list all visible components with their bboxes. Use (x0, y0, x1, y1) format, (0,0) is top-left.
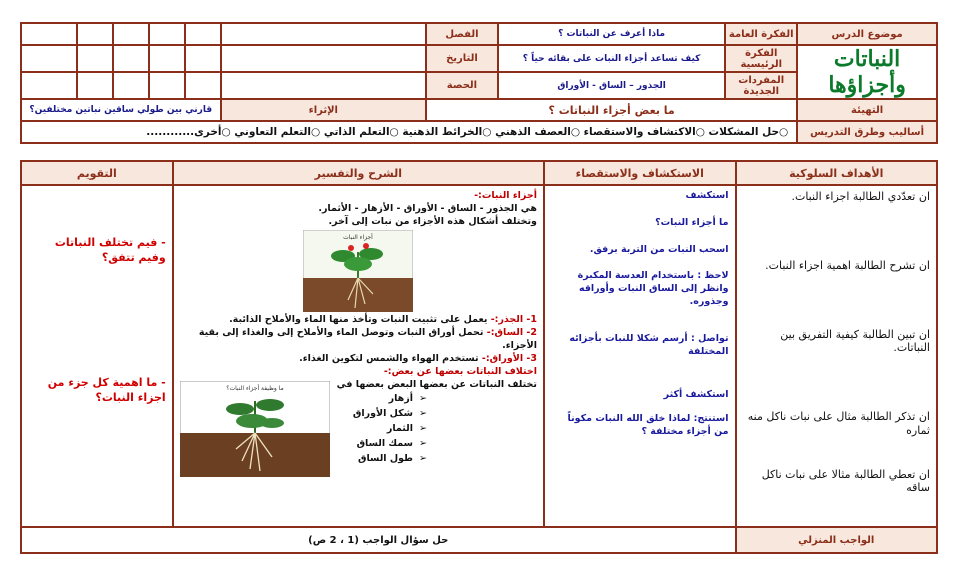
main-idea-value: كيف تساعد أجزاء النبات على بقائه حياً ؟ (498, 45, 725, 72)
list-item: ➢طول الساق (357, 452, 427, 464)
arrow-icon: ➢ (418, 393, 427, 405)
empty-cell (221, 72, 426, 99)
goal-item: ان تعدّدي الطالبة اجزاء النبات. (791, 190, 930, 203)
stem-paragraph: 2- الساق:- تحمل أوراق النبات وتوصل الماء والأملاح إلى والغذاء إلى بقية الأجزاء. (198, 327, 537, 352)
explain-cell (173, 185, 544, 527)
methods-label: أساليب وطرق التدريس (797, 121, 937, 143)
warmup-label: التهيئة (797, 99, 937, 121)
empty-cell (185, 23, 221, 45)
inquiry-item: استنتج: لماذا خلق الله النبات مكوناً من أجزاء مختلفة ؟ (567, 413, 729, 438)
empty-cell (77, 72, 113, 99)
arrow-icon: ➢ (418, 437, 427, 449)
differences-line: تختلف النباتات عن بعضها البعض بعضها في (336, 378, 537, 390)
goals-cell (736, 185, 937, 527)
goals-header: الأهداف السلوكية (736, 161, 937, 185)
evaluation-cell (21, 185, 173, 527)
arrow-icon: ➢ (418, 422, 427, 434)
list-item: ➢الثمار (386, 422, 427, 434)
empty-cell (185, 72, 221, 99)
empty-cell (77, 23, 113, 45)
arrow-icon: ➢ (418, 452, 427, 464)
explain-line: هي الجذور - الساق - الأوراق - الأزهار - الأثمار. (318, 202, 537, 214)
goal-item: ان تشرح الطالبة اهمية اجزاء النبات. (765, 258, 930, 272)
inquiry-item: اسحب النبات من التربة برفق. (589, 243, 729, 255)
homework-value: حل سؤال الواجب (1 ، 2 ص) (21, 527, 736, 553)
inquiry-item: ما أجزاء النبات؟ (655, 216, 729, 228)
plant-roots-image (180, 381, 330, 477)
enrichment-value: قارني بين طولي ساقين نباتين مختلفين؟ (21, 99, 221, 121)
date-label: التاريخ (426, 45, 498, 72)
empty-cell (221, 45, 426, 72)
empty-cell (185, 45, 221, 72)
plant-parts-image (303, 230, 413, 312)
period-label: الحصة (426, 72, 498, 99)
homework-label: الواجب المنزلي (736, 527, 937, 553)
lesson-title: النباتات وأجزاؤها (797, 45, 937, 99)
goal-item: ان تعطي الطالبة مثالا على نبات ناكل ساقه (761, 467, 930, 495)
evaluation-question: - فيم تختلف النباتات وفيم تتفق؟ (54, 236, 166, 264)
empty-cell (21, 72, 77, 99)
root-paragraph: 1- الجذر:- يعمل على تثبيت النبات وتأخذ منها الماء والأملاح الذائبة. (229, 314, 537, 326)
lesson-topic-label: موضوع الدرس (797, 23, 937, 45)
plant-image-caption: أجزاء النبات (343, 234, 374, 242)
empty-cell (149, 23, 185, 45)
inquiry-item: لاحظ : باستخدام العدسة المكبرة وانظر إلى الساق النبات وأوراقه وجذوره. (577, 270, 729, 308)
empty-cell (113, 72, 149, 99)
inquiry-item: استكشف (685, 190, 729, 201)
new-vocab-value: الجذور – الساق - الأوراق (498, 72, 725, 99)
differences-heading: اختلاف النباتات بعضها عن بعض:- (383, 365, 537, 377)
list-item: ➢سمك الساق (356, 437, 427, 449)
goal-item: ان تبين الطالبة كيفية التفريق بين النباتات. (780, 327, 930, 355)
inquiry-item: استكشف أكثر (663, 388, 729, 400)
empty-cell (113, 45, 149, 72)
lesson-body-table (20, 160, 938, 554)
empty-cell (21, 45, 77, 72)
class-label: الفصل (426, 23, 498, 45)
general-idea-value: ماذا أعرف عن النباتات ؟ (498, 23, 725, 45)
warmup-value: ما بعض أجزاء النباتات ؟ (426, 99, 797, 121)
empty-cell (149, 45, 185, 72)
lesson-header-table (20, 22, 938, 144)
evaluation-question: - ما اهمية كل جزء من اجزاء النبات؟ (47, 375, 166, 404)
inquiry-header: الاستكشاف والاستقصاء (544, 161, 736, 185)
teaching-methods: ○حل المشكلات ○الاكتشاف والاستقصاء ○العصف الذهني ○الخرائط الذهنية ○التعلم الذاتي ○التعلم التعاوني ○أخرى............ (21, 121, 797, 143)
empty-cell (113, 23, 149, 45)
plant-parts-heading: أجزاء النبات:- (474, 190, 537, 201)
enrichment-label: الإثراء (221, 99, 426, 121)
list-item: ➢أزهار (388, 393, 427, 405)
list-item: ➢شكل الأوراق (352, 408, 427, 420)
explain-header: الشرح والتفسير (173, 161, 544, 185)
empty-cell (221, 23, 426, 45)
main-idea-label: الفكرة الرئيسية (725, 45, 797, 72)
general-idea-label: الفكرة العامة (725, 23, 797, 45)
empty-cell (149, 72, 185, 99)
inquiry-item: تواصل : أرسم شكلا للنبات بأجزائه المختلفة (569, 332, 729, 357)
empty-cell (77, 45, 113, 72)
new-vocab-label: المفردات الجديدة (725, 72, 797, 99)
plant-image-caption: ما وظيفة أجزاء النبات؟ (225, 385, 284, 393)
empty-cell (21, 23, 77, 45)
inquiry-cell (544, 185, 736, 527)
arrow-icon: ➢ (418, 408, 427, 420)
explain-line: وتختلف أشكال هذه الأجزاء من نبات إلى آخر. (328, 215, 537, 227)
evaluation-header: التقويم (21, 161, 173, 185)
leaves-paragraph: 3- الأوراق:- تستخدم الهواء والشمس لتكوين الغذاء. (299, 352, 537, 364)
goal-item: ان تذكر الطالبة مثال على نبات ناكل منه ثماره (747, 410, 930, 437)
